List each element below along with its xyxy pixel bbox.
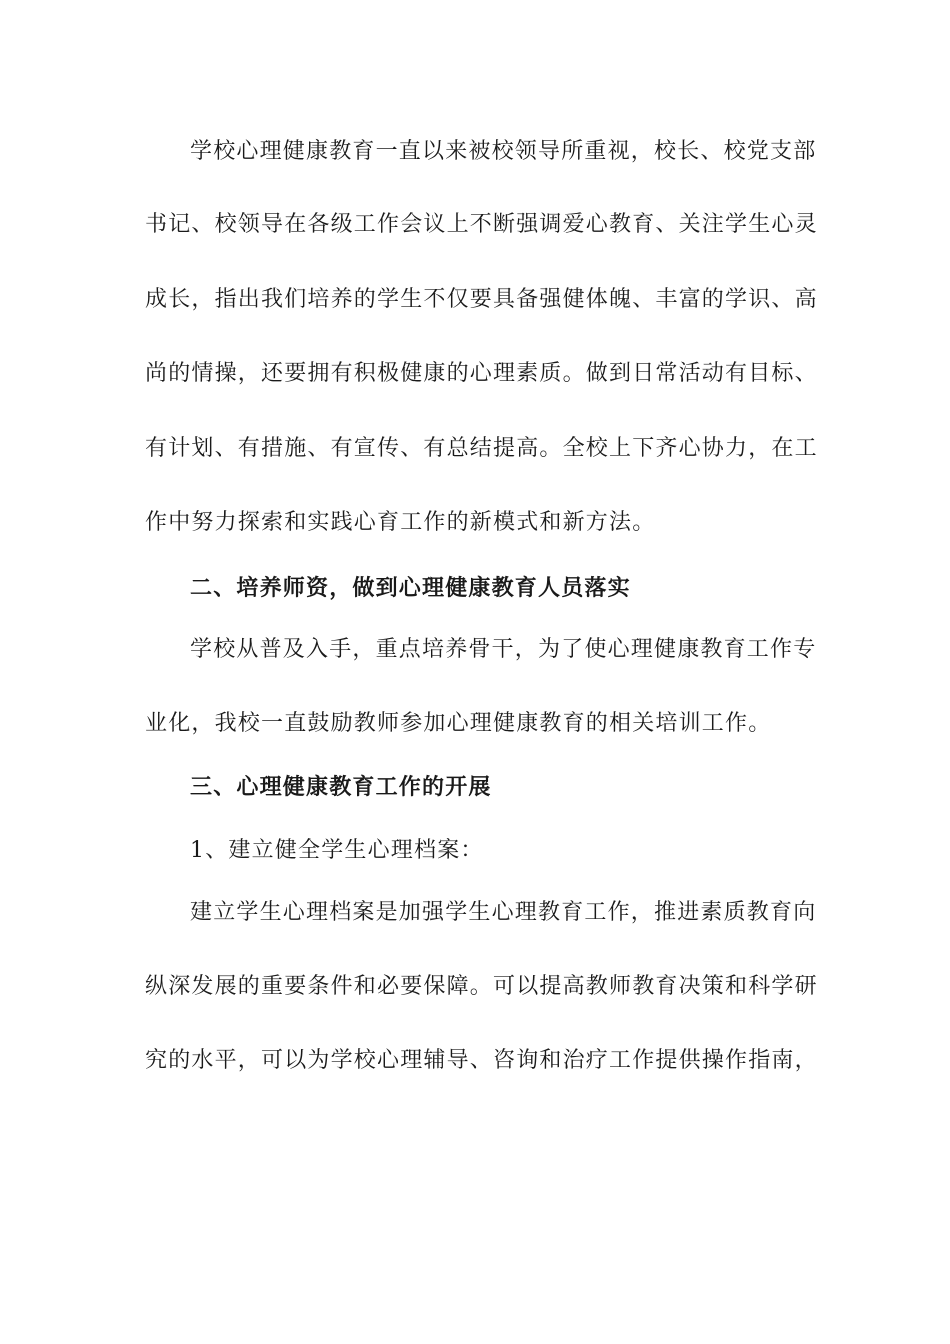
section-heading-3: 三、心理健康教育工作的开展 bbox=[190, 774, 492, 800]
paragraph-line: 书记、校领导在各级工作会议上不断强调爱心教育、关注学生心灵 bbox=[145, 212, 818, 237]
paragraph-line: 纵深发展的重要条件和必要保障。可以提高教师教育决策和科学研 bbox=[145, 974, 818, 999]
paragraph-line: 有计划、有措施、有宣传、有总结提高。全校上下齐心协力，在工 bbox=[145, 436, 818, 461]
paragraph-line: 学校从普及入手，重点培养骨干，为了使心理健康教育工作专 bbox=[190, 637, 817, 662]
paragraph-line: 建立学生心理档案是加强学生心理教育工作，推进素质教育向 bbox=[190, 900, 817, 925]
paragraph-line: 作中努力探索和实践心育工作的新模式和新方法。 bbox=[145, 510, 656, 535]
paragraph-line: 学校心理健康教育一直以来被校领导所重视，校长、校党支部 bbox=[190, 139, 817, 164]
paragraph-line: 成长，指出我们培养的学生不仅要具备强健体魄、丰富的学识、高 bbox=[145, 287, 818, 312]
section-heading-2: 二、培养师资，做到心理健康教育人员落实 bbox=[190, 575, 631, 601]
subsection-heading: 1、建立健全学生心理档案： bbox=[190, 838, 484, 863]
paragraph-line: 究的水平，可以为学校心理辅导、咨询和治疗工作提供操作指南， bbox=[145, 1048, 818, 1073]
paragraph-line: 业化，我校一直鼓励教师参加心理健康教育的相关培训工作。 bbox=[145, 711, 772, 736]
paragraph-line: 尚的情操，还要拥有积极健康的心理素质。做到日常活动有目标、 bbox=[145, 361, 818, 386]
